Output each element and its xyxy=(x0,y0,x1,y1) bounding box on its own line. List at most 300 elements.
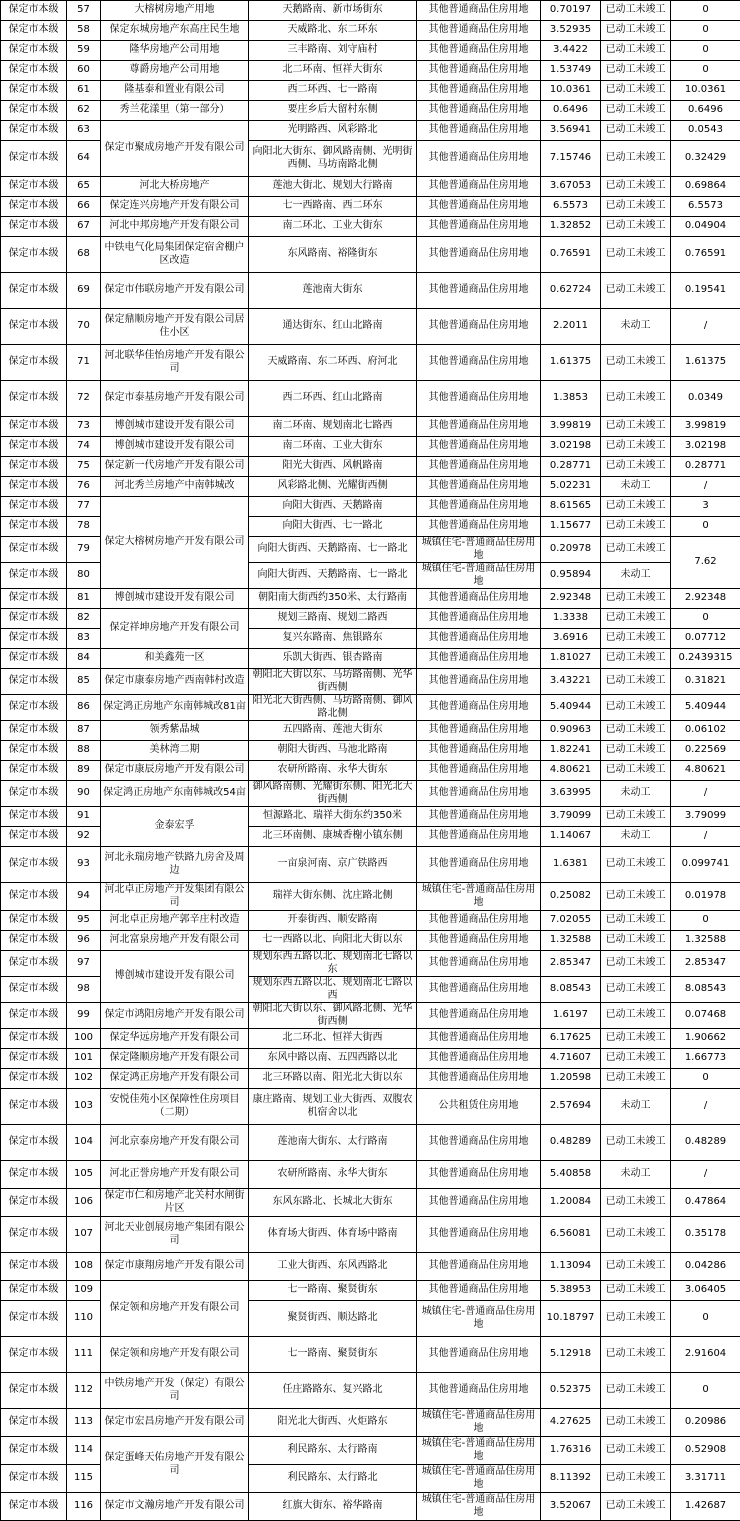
location-cell: 南二环南、规划南北七路西 xyxy=(249,417,417,437)
status-cell: 已动工未竣工 xyxy=(601,537,671,563)
status-cell: 已动工未竣工 xyxy=(601,1125,671,1161)
location-cell: 北二环北、恒祥大街西 xyxy=(249,1029,417,1049)
row-number-cell: 71 xyxy=(67,345,101,381)
table-row xyxy=(1,721,740,741)
land-use-cell: 其他普通商品住房用地 xyxy=(417,1161,541,1189)
project-name-cell: 河北永瑞房地产铁路九房舍及周边 xyxy=(101,847,249,883)
area-cell: 保定市本级 xyxy=(1,1281,67,1301)
status-cell: 已动工未竣工 xyxy=(601,1493,671,1521)
project-name-cell: 博创城市建设开发有限公司 xyxy=(101,951,249,1003)
area-size-cell: 0.90963 xyxy=(541,721,601,741)
remaining-area-cell: / xyxy=(671,1161,740,1189)
table-row xyxy=(1,477,740,497)
project-name-cell: 保定大榕树房地产开发有限公司 xyxy=(101,497,249,589)
table-row xyxy=(1,847,740,883)
area-size-cell: 4.27625 xyxy=(541,1409,601,1437)
area-size-cell: 3.52067 xyxy=(541,1493,601,1521)
location-cell: 天鹅路南、新市场街东 xyxy=(249,1,417,21)
location-cell: 御风路南侧、光耀街东侧、阳光北大街西侧 xyxy=(249,781,417,807)
remaining-area-cell: 7.62 xyxy=(671,537,740,589)
area-size-cell: 3.56941 xyxy=(541,121,601,141)
row-number-cell: 80 xyxy=(67,563,101,589)
location-cell: 朝阳北大街以东、马坊路南侧、光华街西侧 xyxy=(249,669,417,695)
area-size-cell: 3.79099 xyxy=(541,807,601,827)
area-cell: 保定市本级 xyxy=(1,41,67,61)
land-use-cell: 其他普通商品住房用地 xyxy=(417,629,541,649)
location-cell: 西二环西、红山北路南 xyxy=(249,381,417,417)
land-use-cell: 其他普通商品住房用地 xyxy=(417,497,541,517)
table-row xyxy=(1,1069,740,1089)
location-cell: 北二环南、恒祥大街东 xyxy=(249,61,417,81)
area-size-cell: 3.43221 xyxy=(541,669,601,695)
area-cell: 保定市本级 xyxy=(1,217,67,237)
row-number-cell: 115 xyxy=(67,1465,101,1493)
table-row xyxy=(1,1189,740,1217)
location-cell: 恒源路北、瑞祥大街东约350米 xyxy=(249,807,417,827)
status-cell: 已动工未竣工 xyxy=(601,669,671,695)
location-cell: 规划东西五路以北、规划南北七路以东 xyxy=(249,951,417,977)
row-number-cell: 89 xyxy=(67,761,101,781)
area-cell: 保定市本级 xyxy=(1,1373,67,1409)
land-use-cell: 其他普通商品住房用地 xyxy=(417,741,541,761)
land-use-cell: 其他普通商品住房用地 xyxy=(417,589,541,609)
project-name-cell: 保定隆顺房地产开发有限公司 xyxy=(101,1049,249,1069)
table-row xyxy=(1,1409,740,1437)
remaining-area-cell: 0 xyxy=(671,61,740,81)
project-name-cell: 保定市鸿阳房地产开发有限公司 xyxy=(101,1003,249,1029)
status-cell: 已动工未竣工 xyxy=(601,609,671,629)
row-number-cell: 65 xyxy=(67,177,101,197)
status-cell: 已动工未竣工 xyxy=(601,1337,671,1373)
area-cell: 保定市本级 xyxy=(1,61,67,81)
table-row xyxy=(1,1003,740,1029)
area-cell: 保定市本级 xyxy=(1,437,67,457)
location-cell: 东风路南、裕隆街东 xyxy=(249,237,417,273)
location-cell: 莲池南大街东、太行路南 xyxy=(249,1125,417,1161)
remaining-area-cell: 0.19541 xyxy=(671,273,740,309)
land-use-cell: 城镇住宅-普通商品住房用地 xyxy=(417,1301,541,1337)
area-size-cell: 3.67053 xyxy=(541,177,601,197)
area-cell: 保定市本级 xyxy=(1,807,67,827)
status-cell: 未动工 xyxy=(601,1161,671,1189)
status-cell: 已动工未竣工 xyxy=(601,457,671,477)
project-name-cell: 大榕树房地产用地 xyxy=(101,1,249,21)
area-size-cell: 1.82241 xyxy=(541,741,601,761)
row-number-cell: 106 xyxy=(67,1189,101,1217)
project-name-cell: 保定新一代房地产开发有限公司 xyxy=(101,457,249,477)
project-name-cell: 保定市泰基房地产开发有限公司 xyxy=(101,381,249,417)
location-cell: 工业大街西、东风西路北 xyxy=(249,1253,417,1281)
area-cell: 保定市本级 xyxy=(1,1029,67,1049)
land-use-cell: 其他普通商品住房用地 xyxy=(417,345,541,381)
land-use-cell: 其他普通商品住房用地 xyxy=(417,121,541,141)
remaining-area-cell: 0.76591 xyxy=(671,237,740,273)
remaining-area-cell: / xyxy=(671,827,740,847)
table-row xyxy=(1,1373,740,1409)
row-number-cell: 67 xyxy=(67,217,101,237)
row-number-cell: 75 xyxy=(67,457,101,477)
location-cell: 体育场大街西、体育场中路南 xyxy=(249,1217,417,1253)
area-size-cell: 2.57694 xyxy=(541,1089,601,1125)
land-use-cell: 公共租赁住房用地 xyxy=(417,1089,541,1125)
row-number-cell: 82 xyxy=(67,609,101,629)
area-size-cell: 1.6381 xyxy=(541,847,601,883)
project-name-cell: 保定市仁和房地产北关村水闸街片区 xyxy=(101,1189,249,1217)
area-size-cell: 1.3338 xyxy=(541,609,601,629)
area-cell: 保定市本级 xyxy=(1,1003,67,1029)
table-row xyxy=(1,381,740,417)
land-use-cell: 其他普通商品住房用地 xyxy=(417,951,541,977)
land-use-cell: 其他普通商品住房用地 xyxy=(417,381,541,417)
row-number-cell: 62 xyxy=(67,101,101,121)
land-use-cell: 其他普通商品住房用地 xyxy=(417,217,541,237)
status-cell: 未动工 xyxy=(601,309,671,345)
status-cell: 已动工未竣工 xyxy=(601,497,671,517)
status-cell: 已动工未竣工 xyxy=(601,695,671,721)
remaining-area-cell: 1.66773 xyxy=(671,1049,740,1069)
area-size-cell: 7.02055 xyxy=(541,911,601,931)
remaining-area-cell: 3.79099 xyxy=(671,807,740,827)
area-cell: 保定市本级 xyxy=(1,1493,67,1521)
remaining-area-cell: 0.099741 xyxy=(671,847,740,883)
table-row xyxy=(1,457,740,477)
location-cell: 南二环北、工业大街东 xyxy=(249,217,417,237)
table-row xyxy=(1,177,740,197)
table-row xyxy=(1,807,740,827)
row-number-cell: 102 xyxy=(67,1069,101,1089)
table-row xyxy=(1,781,740,807)
land-use-cell: 城镇住宅-普通商品住房用地 xyxy=(417,563,541,589)
land-use-cell: 其他普通商品住房用地 xyxy=(417,477,541,497)
land-use-cell: 其他普通商品住房用地 xyxy=(417,237,541,273)
area-cell: 保定市本级 xyxy=(1,457,67,477)
row-number-cell: 112 xyxy=(67,1373,101,1409)
remaining-area-cell: 0.07468 xyxy=(671,1003,740,1029)
row-number-cell: 90 xyxy=(67,781,101,807)
row-number-cell: 57 xyxy=(67,1,101,21)
status-cell: 已动工未竣工 xyxy=(601,807,671,827)
area-cell: 保定市本级 xyxy=(1,417,67,437)
row-number-cell: 86 xyxy=(67,695,101,721)
row-number-cell: 59 xyxy=(67,41,101,61)
location-cell: 天威路南、东二环西、府河北 xyxy=(249,345,417,381)
status-cell: 已动工未竣工 xyxy=(601,217,671,237)
area-size-cell: 4.71607 xyxy=(541,1049,601,1069)
land-use-cell: 其他普通商品住房用地 xyxy=(417,931,541,951)
project-name-cell: 保定市康辰房地产开发有限公司 xyxy=(101,761,249,781)
remaining-area-cell: 0 xyxy=(671,1069,740,1089)
land-use-cell: 其他普通商品住房用地 xyxy=(417,273,541,309)
status-cell: 已动工未竣工 xyxy=(601,1,671,21)
table-row xyxy=(1,417,740,437)
location-cell: 利民路东、太行路北 xyxy=(249,1465,417,1493)
status-cell: 已动工未竣工 xyxy=(601,1373,671,1409)
area-cell: 保定市本级 xyxy=(1,1125,67,1161)
row-number-cell: 95 xyxy=(67,911,101,931)
remaining-area-cell: 1.42687 xyxy=(671,1493,740,1521)
row-number-cell: 94 xyxy=(67,883,101,911)
table-row xyxy=(1,695,740,721)
project-name-cell: 河北联华佳怡房地产开发有限公司 xyxy=(101,345,249,381)
location-cell: 红旗大街东、裕华路南 xyxy=(249,1493,417,1521)
table-row xyxy=(1,1161,740,1189)
row-number-cell: 96 xyxy=(67,931,101,951)
area-cell: 保定市本级 xyxy=(1,951,67,977)
remaining-area-cell: 10.0361 xyxy=(671,81,740,101)
remaining-area-cell: 0 xyxy=(671,1301,740,1337)
area-size-cell: 5.40858 xyxy=(541,1161,601,1189)
remaining-area-cell: 0.6496 xyxy=(671,101,740,121)
land-use-cell: 其他普通商品住房用地 xyxy=(417,1337,541,1373)
remaining-area-cell: 2.92348 xyxy=(671,589,740,609)
area-size-cell: 1.6197 xyxy=(541,1003,601,1029)
area-cell: 保定市本级 xyxy=(1,1069,67,1089)
location-cell: 向阳大街西、天鹅路南 xyxy=(249,497,417,517)
table-row xyxy=(1,1089,740,1125)
row-number-cell: 68 xyxy=(67,237,101,273)
row-number-cell: 69 xyxy=(67,273,101,309)
area-size-cell: 1.3853 xyxy=(541,381,601,417)
table-row xyxy=(1,741,740,761)
row-number-cell: 88 xyxy=(67,741,101,761)
land-use-cell: 其他普通商品住房用地 xyxy=(417,417,541,437)
project-name-cell: 中铁房地产开发（保定）有限公司 xyxy=(101,1373,249,1409)
project-name-cell: 保定鸿正房地产东南韩城改54亩 xyxy=(101,781,249,807)
land-use-cell: 其他普通商品住房用地 xyxy=(417,517,541,537)
land-use-cell: 其他普通商品住房用地 xyxy=(417,807,541,827)
location-cell: 农研所路南、永华大街东 xyxy=(249,761,417,781)
remaining-area-cell: 1.32588 xyxy=(671,931,740,951)
project-name-cell: 保定市康翔房地产开发有限公司 xyxy=(101,1253,249,1281)
table-row xyxy=(1,669,740,695)
remaining-area-cell: / xyxy=(671,309,740,345)
status-cell: 已动工未竣工 xyxy=(601,141,671,177)
project-name-cell: 河北京泰房地产开发有限公司 xyxy=(101,1125,249,1161)
remaining-area-cell: 0.52908 xyxy=(671,1437,740,1465)
remaining-area-cell: 0 xyxy=(671,21,740,41)
table-row xyxy=(1,21,740,41)
location-cell: 七一西路南、西二环东 xyxy=(249,197,417,217)
area-cell: 保定市本级 xyxy=(1,177,67,197)
row-number-cell: 74 xyxy=(67,437,101,457)
project-name-cell: 保定市文瀚房地产开发有限公司 xyxy=(101,1493,249,1521)
table-row xyxy=(1,197,740,217)
row-number-cell: 116 xyxy=(67,1493,101,1521)
location-cell: 光明路西、风彩路北 xyxy=(249,121,417,141)
row-number-cell: 101 xyxy=(67,1049,101,1069)
row-number-cell: 60 xyxy=(67,61,101,81)
remaining-area-cell: 5.40944 xyxy=(671,695,740,721)
location-cell: 规划东西五路以北、规划南北七路以西 xyxy=(249,977,417,1003)
project-name-cell: 隆华房地产公司用地 xyxy=(101,41,249,61)
area-size-cell: 2.85347 xyxy=(541,951,601,977)
land-use-cell: 其他普通商品住房用地 xyxy=(417,1281,541,1301)
project-name-cell: 秀兰花漾里（第一部分） xyxy=(101,101,249,121)
status-cell: 已动工未竣工 xyxy=(601,197,671,217)
land-use-cell: 城镇住宅-普通商品住房用地 xyxy=(417,1437,541,1465)
row-number-cell: 97 xyxy=(67,951,101,977)
area-cell: 保定市本级 xyxy=(1,197,67,217)
area-cell: 保定市本级 xyxy=(1,309,67,345)
area-size-cell: 3.4422 xyxy=(541,41,601,61)
project-name-cell: 河北中邦房地产开发有限公司 xyxy=(101,217,249,237)
area-size-cell: 3.52935 xyxy=(541,21,601,41)
land-use-cell: 其他普通商品住房用地 xyxy=(417,1069,541,1089)
remaining-area-cell: 0.0543 xyxy=(671,121,740,141)
row-number-cell: 113 xyxy=(67,1409,101,1437)
land-use-cell: 城镇住宅-普通商品住房用地 xyxy=(417,1493,541,1521)
row-number-cell: 109 xyxy=(67,1281,101,1301)
project-name-cell: 保定蛋峰天佑房地产开发有限公司 xyxy=(101,1437,249,1493)
area-cell: 保定市本级 xyxy=(1,629,67,649)
area-cell: 保定市本级 xyxy=(1,537,67,563)
land-use-cell: 城镇住宅-普通商品住房用地 xyxy=(417,1409,541,1437)
remaining-area-cell: 0.32429 xyxy=(671,141,740,177)
area-size-cell: 2.2011 xyxy=(541,309,601,345)
area-cell: 保定市本级 xyxy=(1,609,67,629)
status-cell: 已动工未竣工 xyxy=(601,847,671,883)
land-use-cell: 其他普通商品住房用地 xyxy=(417,1217,541,1253)
project-name-cell: 保定鸿正房地产开发有限公司 xyxy=(101,1069,249,1089)
status-cell: 已动工未竣工 xyxy=(601,381,671,417)
remaining-area-cell: 0.0349 xyxy=(671,381,740,417)
status-cell: 已动工未竣工 xyxy=(601,1281,671,1301)
status-cell: 已动工未竣工 xyxy=(601,1437,671,1465)
row-number-cell: 103 xyxy=(67,1089,101,1125)
table-row xyxy=(1,41,740,61)
location-cell: 五四路南、莲池大街东 xyxy=(249,721,417,741)
area-size-cell: 0.62724 xyxy=(541,273,601,309)
table-row xyxy=(1,497,740,517)
project-name-cell: 保定市聚成房地产开发有限公司 xyxy=(101,121,249,177)
location-cell: 任庄路路东、复兴路北 xyxy=(249,1373,417,1409)
area-cell: 保定市本级 xyxy=(1,761,67,781)
area-cell: 保定市本级 xyxy=(1,1437,67,1465)
land-use-cell: 其他普通商品住房用地 xyxy=(417,309,541,345)
area-cell: 保定市本级 xyxy=(1,345,67,381)
area-size-cell: 0.20978 xyxy=(541,537,601,563)
status-cell: 未动工 xyxy=(601,827,671,847)
table-row xyxy=(1,1217,740,1253)
status-cell: 已动工未竣工 xyxy=(601,951,671,977)
area-cell: 保定市本级 xyxy=(1,81,67,101)
remaining-area-cell: 0 xyxy=(671,1,740,21)
location-cell: 要庄乡后大留村东侧 xyxy=(249,101,417,121)
row-number-cell: 87 xyxy=(67,721,101,741)
project-name-cell: 美林湾二期 xyxy=(101,741,249,761)
remaining-area-cell: 0 xyxy=(671,911,740,931)
table-row xyxy=(1,1337,740,1373)
area-cell: 保定市本级 xyxy=(1,977,67,1003)
land-use-cell: 其他普通商品住房用地 xyxy=(417,761,541,781)
table-row xyxy=(1,437,740,457)
remaining-area-cell: 1.61375 xyxy=(671,345,740,381)
location-cell: 阳光北大街西侧、马坊路南侧、御风路北侧 xyxy=(249,695,417,721)
location-cell: 阳光大街西、风帆路南 xyxy=(249,457,417,477)
row-number-cell: 81 xyxy=(67,589,101,609)
remaining-area-cell: 3 xyxy=(671,497,740,517)
area-cell: 保定市本级 xyxy=(1,477,67,497)
location-cell: 聚贤街西、顺达路北 xyxy=(249,1301,417,1337)
remaining-area-cell: 8.08543 xyxy=(671,977,740,1003)
table-row xyxy=(1,121,740,141)
location-cell: 七一路南、聚贤街东 xyxy=(249,1281,417,1301)
table-row xyxy=(1,649,740,669)
row-number-cell: 91 xyxy=(67,807,101,827)
project-name-cell: 和美鑫苑一区 xyxy=(101,649,249,669)
area-cell: 保定市本级 xyxy=(1,931,67,951)
area-size-cell: 0.76591 xyxy=(541,237,601,273)
table-row xyxy=(1,61,740,81)
area-cell: 保定市本级 xyxy=(1,883,67,911)
row-number-cell: 63 xyxy=(67,121,101,141)
remaining-area-cell: 4.80621 xyxy=(671,761,740,781)
remaining-area-cell: 3.06405 xyxy=(671,1281,740,1301)
area-cell: 保定市本级 xyxy=(1,1089,67,1125)
project-name-cell: 安悦佳苑小区保障性住房项目（二期） xyxy=(101,1089,249,1125)
area-cell: 保定市本级 xyxy=(1,1217,67,1253)
remaining-area-cell: 0.48289 xyxy=(671,1125,740,1161)
location-cell: 西二环西、七一路南 xyxy=(249,81,417,101)
project-name-cell: 保定市康泰房地产西南韩村改造 xyxy=(101,669,249,695)
area-cell: 保定市本级 xyxy=(1,1,67,21)
area-size-cell: 1.32852 xyxy=(541,217,601,237)
status-cell: 已动工未竣工 xyxy=(601,345,671,381)
table-row xyxy=(1,1437,740,1465)
status-cell: 已动工未竣工 xyxy=(601,1069,671,1089)
project-name-cell: 保定领和房地产开发有限公司 xyxy=(101,1281,249,1337)
remaining-area-cell: / xyxy=(671,477,740,497)
location-cell: 朝阳北大街以东、御风路北侧、光华街西侧 xyxy=(249,1003,417,1029)
row-number-cell: 77 xyxy=(67,497,101,517)
status-cell: 已动工未竣工 xyxy=(601,1409,671,1437)
project-name-cell: 尊爵房地产公司用地 xyxy=(101,61,249,81)
location-cell: 康庄路南、规划工业大街西、双腹农机宿舍以北 xyxy=(249,1089,417,1125)
remaining-area-cell: 0.31821 xyxy=(671,669,740,695)
area-size-cell: 0.28771 xyxy=(541,457,601,477)
status-cell: 已动工未竣工 xyxy=(601,883,671,911)
area-cell: 保定市本级 xyxy=(1,589,67,609)
location-cell: 莲池大街北、规划大行路南 xyxy=(249,177,417,197)
area-size-cell: 5.38953 xyxy=(541,1281,601,1301)
row-number-cell: 108 xyxy=(67,1253,101,1281)
land-use-cell: 城镇住宅-普通商品住房用地 xyxy=(417,537,541,563)
area-size-cell: 3.63995 xyxy=(541,781,601,807)
land-use-cell: 其他普通商品住房用地 xyxy=(417,141,541,177)
land-use-cell: 其他普通商品住房用地 xyxy=(417,721,541,741)
remaining-area-cell: 0.2439315 xyxy=(671,649,740,669)
area-size-cell: 5.12918 xyxy=(541,1337,601,1373)
land-use-cell: 其他普通商品住房用地 xyxy=(417,1189,541,1217)
area-size-cell: 6.5573 xyxy=(541,197,601,217)
table-row xyxy=(1,883,740,911)
land-use-cell: 其他普通商品住房用地 xyxy=(417,911,541,931)
remaining-area-cell: 6.5573 xyxy=(671,197,740,217)
status-cell: 已动工未竣工 xyxy=(601,629,671,649)
area-cell: 保定市本级 xyxy=(1,21,67,41)
area-cell: 保定市本级 xyxy=(1,237,67,273)
table-row xyxy=(1,101,740,121)
table-row xyxy=(1,931,740,951)
status-cell: 已动工未竣工 xyxy=(601,721,671,741)
area-cell: 保定市本级 xyxy=(1,101,67,121)
row-number-cell: 73 xyxy=(67,417,101,437)
table-row xyxy=(1,1,740,21)
project-name-cell: 博创城市建设开发有限公司 xyxy=(101,437,249,457)
remaining-area-cell: 0.06102 xyxy=(671,721,740,741)
project-name-cell: 博创城市建设开发有限公司 xyxy=(101,417,249,437)
table-row xyxy=(1,761,740,781)
